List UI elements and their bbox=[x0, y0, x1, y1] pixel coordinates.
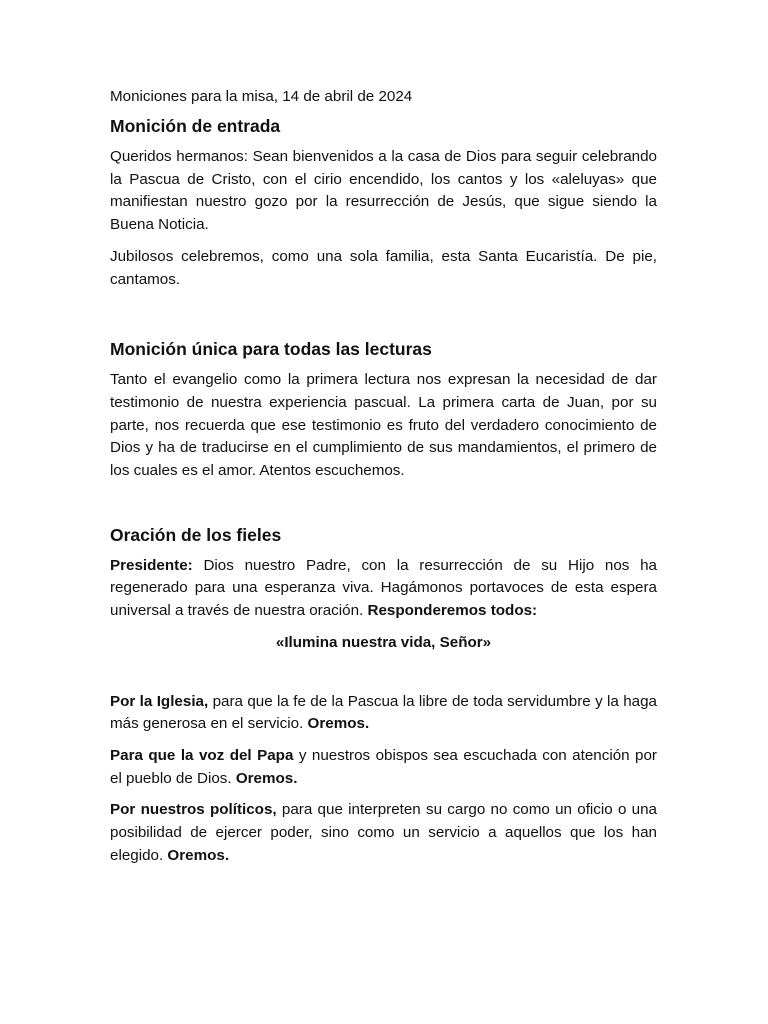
section-spacer bbox=[110, 655, 657, 691]
presidente-text: Dios nuestro Padre, con la resurrección de su Hijo nos ha regenerado para una esperanza viva. Hagámonos portavoces de esta espera universal a través de nuestra oración. bbox=[110, 556, 657, 620]
paragraph-entrada-2: Jubilosos celebremos, como una sola familia, esta Santa Eucaristía. De pie, cantamos. bbox=[110, 247, 657, 288]
section-fieles bbox=[110, 523, 657, 868]
section-spacer bbox=[110, 492, 657, 523]
paragraph-presidente bbox=[110, 555, 657, 623]
petition-papa bbox=[110, 745, 657, 790]
presidente-label: Presidente: bbox=[110, 556, 193, 574]
heading-lecturas: Monición única para todas las lecturas bbox=[110, 339, 432, 360]
petition-iglesia bbox=[110, 691, 657, 736]
document-title: Moniciones para la misa, 14 de abril de 2024 bbox=[110, 88, 413, 105]
section-lecturas bbox=[110, 337, 657, 483]
section-entrada bbox=[110, 114, 657, 291]
section-spacer bbox=[110, 300, 657, 337]
petition-lead: Para que la voz del Papa bbox=[110, 746, 294, 764]
paragraph-lecturas: Tanto el evangelio como la primera lectura nos expresan la necesidad de dar testimonio de nuestra experiencia pascual. La primera carta de Juan, por su parte, nos recuerda que ese testimonio es fruto del verdadero conocimiento de Dios y ha de traducirse en el cumplimiento de sus mandamientos, el primero de los cuales es el amor. Atentos escuchemos. bbox=[110, 371, 657, 480]
petition-politicos bbox=[110, 799, 657, 867]
heading-fieles: Oración de los fieles bbox=[110, 524, 282, 545]
petition-oremos: Oremos. bbox=[307, 715, 370, 733]
petition-oremos: Oremos. bbox=[235, 769, 298, 787]
petition-text: y nuestros obispos sea escuchada con atención por el pueblo de Dios. bbox=[110, 746, 657, 787]
response-line: «Ilumina nuestra vida, Señor» bbox=[275, 633, 492, 651]
paragraph-entrada-1: Queridos hermanos: Sean bienvenidos a la casa de Dios para seguir celebrando la Pascua de Cristo, con el cirio encendido, los cantos y los «aleluyas» que manifiestan nuestro gozo por la resurrección de Jesús, que sigue siendo la Buena Noticia. bbox=[110, 148, 657, 234]
petition-oremos: Oremos. bbox=[167, 846, 230, 864]
responderemos-label: Responderemos todos: bbox=[367, 602, 538, 620]
petition-lead: Por nuestros políticos, bbox=[110, 801, 277, 819]
petition-text: para que la fe de la Pascua la libre de toda servidumbre y la haga más generosa en el servicio. bbox=[110, 692, 658, 733]
petition-lead: Por la Iglesia, bbox=[110, 692, 209, 710]
petition-text: para que interpreten su cargo no como un oficio o una posibilidad de ejercer poder, sino como un servicio a aquellos que los han elegido. bbox=[110, 801, 657, 864]
heading-entrada: Monición de entrada bbox=[110, 116, 281, 136]
